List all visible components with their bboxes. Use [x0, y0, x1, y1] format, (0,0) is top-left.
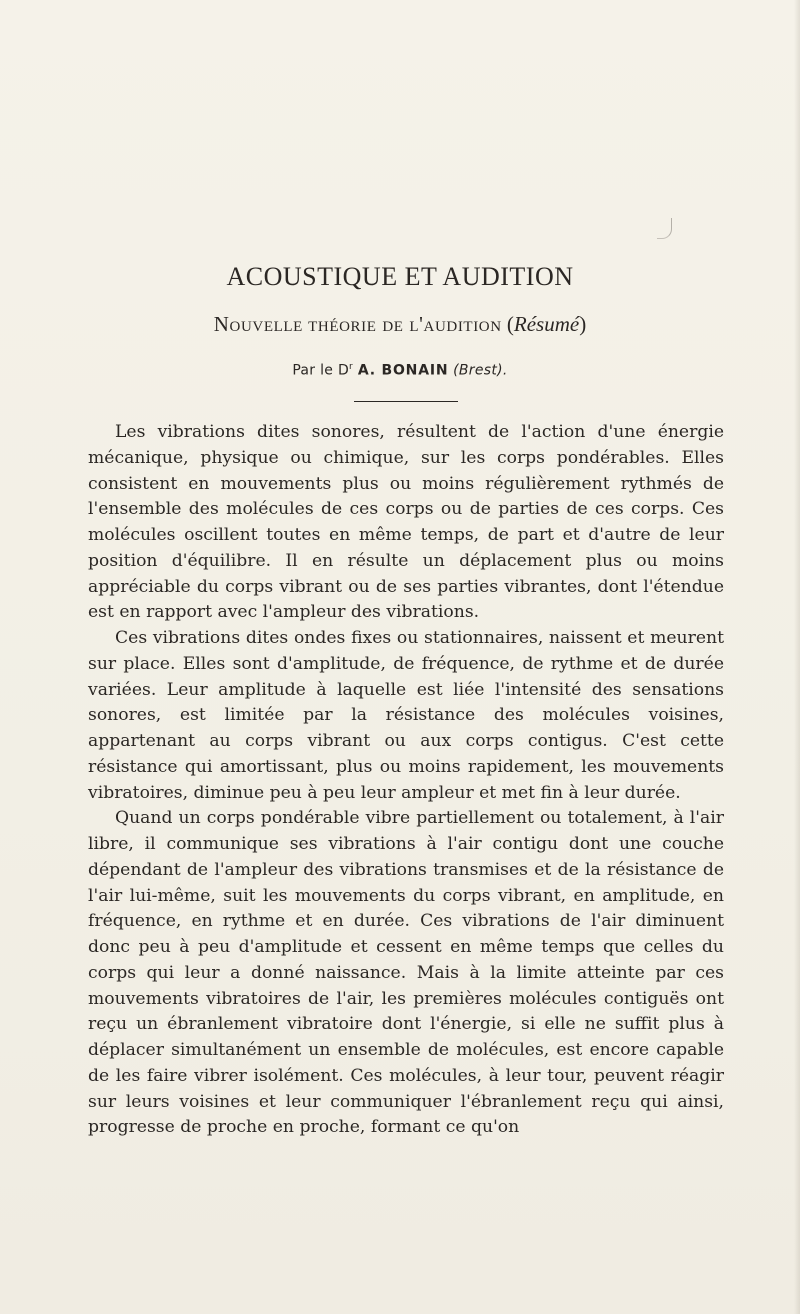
page-edge-shadow [794, 0, 800, 1314]
subtitle-main: théorie de l'audition [308, 312, 502, 336]
subtitle-italic: Résumé [513, 312, 580, 336]
author-prefix: Par le D [292, 362, 350, 379]
body-text [88, 420, 724, 1141]
stray-pencil-mark [657, 218, 672, 239]
subtitle-prefix: Nouvelle [213, 312, 303, 336]
subtitle [0, 312, 800, 337]
page-title: ACOUSTIQUE ET AUDITION [226, 262, 574, 291]
author-place: (Brest). [453, 362, 508, 379]
author-title-sup: r [349, 362, 354, 372]
subtitle-paren-open: ( [506, 312, 514, 336]
author-line [0, 362, 800, 379]
author-name: A. BONAIN [357, 362, 449, 379]
paragraph: Les vibrations dites sonores, résultent de l'action d'une énergie mécanique, physique ou chimique, sur les corps pondérables. Elles consistent en mouvements plus ou moins régulièrement rythmés de l'ensemble des molécules de ces corps ou de parties de ces corps. Ces molécules oscillent toutes en même temps, de part et d'autre de leur position d'équilibre. Il en résulte un déplacement plus ou moins appréciable du corps vibrant ou de ses parties vibrantes, dont l'étendue est en rapport avec l'ampleur des vibrations. [88, 422, 724, 623]
paragraph: Quand un corps pondérable vibre partiellement ou totalement, à l'air libre, il communique ses vibrations à l'air contigu dont une couche dépendant de l'ampleur des vibrations transmises et de la résistance de l'air lui-même, suit les mouvements du corps vibrant, en amplitude, en fréquence, en rythme et en durée. Ces vibrations de l'air diminuent donc peu à peu d'amplitude et cessent en même temps que celles du corps qui leur a donné naissance. Mais à la limite atteinte par ces mouvements vibratoires de l'air, les premières molécules contiguës ont reçu un ébranlement vibratoire dont l'énergie, si elle ne suffit plus à déplacer simultanément un ensemble de molécules, est encore capable de les faire vibrer isolément. Ces molécules, à leur tour, peuvent réagir sur leurs voisines et leur communiquer l'ébranlement reçu qui ainsi, progresse de proche en proche, formant ce qu'on [88, 808, 724, 1138]
title-divider [354, 401, 458, 402]
paragraph: Ces vibrations dites ondes fixes ou stationnaires, naissent et meurent sur place. Elles sont d'amplitude, de fréquence, de rythme et de durée variées. Leur amplitude à laquelle est liée l'intensité des sensations sonores, est limitée par la résistance des molécules voisines, appartenant au corps vibrant ou aux corps contigus. C'est cette résistance qui amortissant, plus ou moins rapidement, les mouvements vibratoires, diminue peu à peu leur ampleur et met fin à leur durée. [88, 628, 724, 803]
subtitle-paren-close: ) [579, 312, 587, 336]
